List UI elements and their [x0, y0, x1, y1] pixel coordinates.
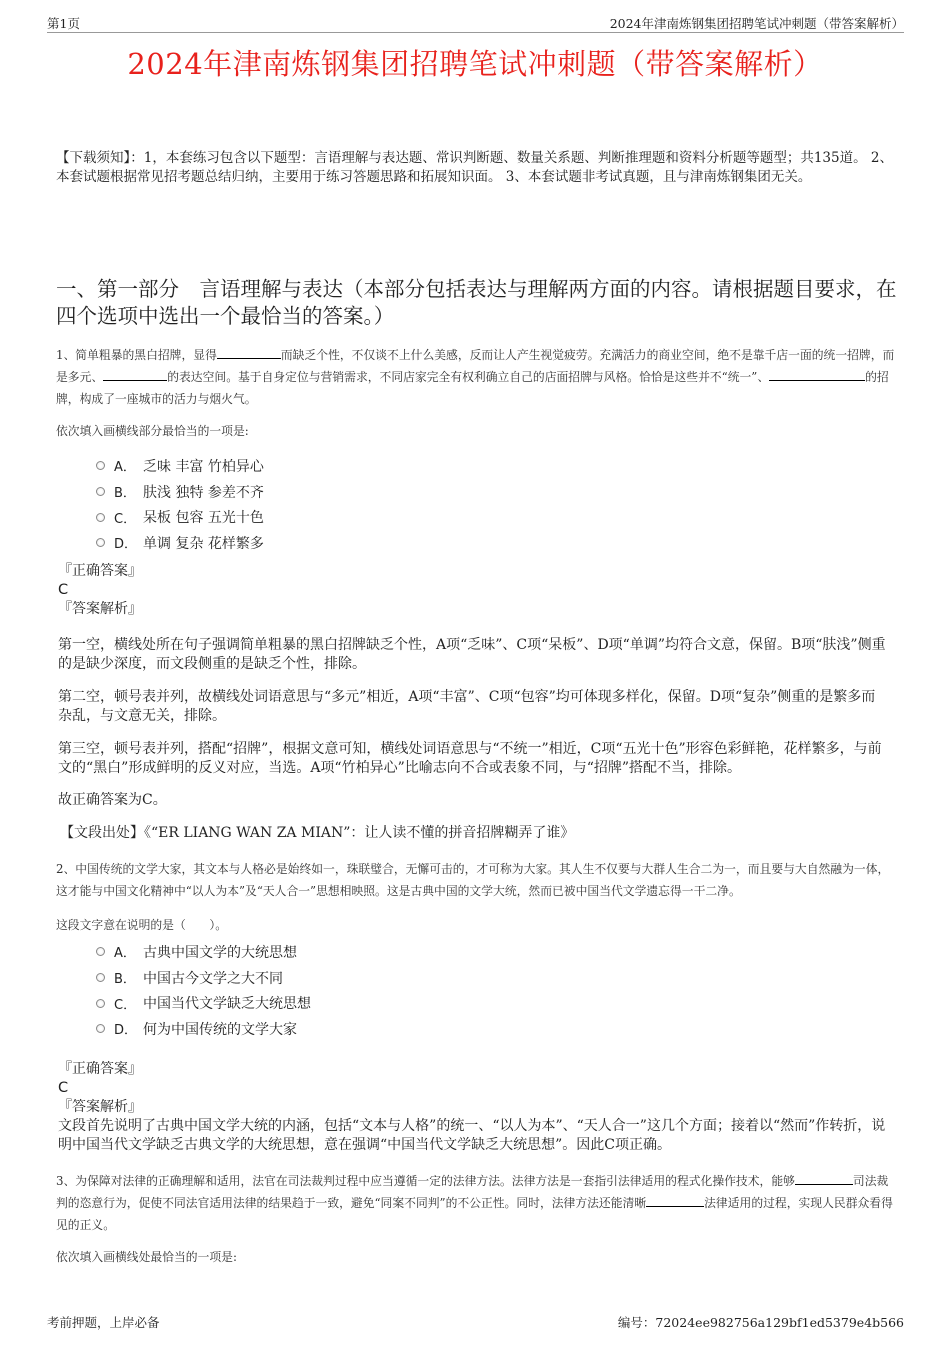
fill-blank-2 — [646, 1192, 704, 1207]
option-letter: D． — [114, 537, 138, 553]
radio-icon[interactable] — [96, 461, 105, 470]
analysis-paragraph: 第三空，顿号表并列，搭配“招牌”，根据文意可知，横线处词语意思与“不统一”相近，C项“五光十色”形容色彩鲜艳，花样繁多，与前文的“黑白”形成鲜明的反义对应，当选。A项“竹柏异心”比喻志向不合或表象不同，与“招牌”搭配不当，排除。 — [58, 741, 882, 776]
question-3-prompt: 依次填入画横线处最恰当的一项是: — [56, 1250, 237, 1264]
option-d[interactable] — [96, 530, 264, 556]
page-header — [47, 14, 904, 33]
question-2-answer-block — [58, 1060, 888, 1155]
option-a[interactable] — [96, 453, 264, 479]
document-title: 2024年津南炼钢集团招聘笔试冲刺题（带答案解析） — [127, 47, 823, 81]
radio-icon[interactable] — [96, 513, 105, 522]
fill-blank-3 — [769, 366, 865, 381]
download-notice: 【下载须知】：1，本套练习包含以下题型：言语理解与表达题、常识判断题、数量关系题、判断推理题和资料分析题等题型；共135道。 2、本套试题根据常见招考题总结归纳，主要用于练习答题思路和拓展知识面。 3、本套试题非考试真题，且与津南炼钢集团无关。 — [56, 150, 893, 185]
option-text: 中国当代文学缺乏大统思想 — [143, 996, 311, 1013]
option-letter: A． — [114, 946, 136, 962]
option-letter: C． — [114, 997, 137, 1013]
header-doc-title: 2024年津南炼钢集团招聘笔试冲刺题（带答案解析） — [609, 16, 904, 31]
section-heading: 一、第一部分 言语理解与表达（本部分包括表达与理解两方面的内容。请根据题目要求，在四个选项中选出一个最恰当的答案。） — [56, 277, 897, 328]
q1-text-3: 的表达空间。基于自身定位与营销需求，不同店家完全有权利确立自己的店面招牌与风格。恰恰是这些并不“统一”、 — [167, 370, 770, 384]
radio-icon[interactable] — [96, 487, 105, 496]
question-1-answer-block — [58, 562, 888, 619]
analysis-conclusion: 故正确答案为C。 — [58, 792, 167, 808]
analysis-label: 『答案解析』 — [58, 601, 142, 617]
question-2-prompt: 这段文字意在说明的是（ ）。 — [56, 918, 228, 932]
question-1-prompt: 依次填入画横线部分最恰当的一项是: — [56, 424, 249, 438]
analysis-paragraph: 文段首先说明了古典中国文学大统的内涵，包括“文本与人格”的统一、“以人为本”、“天人合一”这几个方面；接着以“然而”作转折，说明中国当代文学缺乏古典文学的大统思想，意在强调“中国当代文学缺乏大统思想”。因此C项正确。 — [58, 1118, 886, 1153]
option-letter: D． — [114, 1023, 138, 1039]
analysis-label: 『答案解析』 — [58, 1099, 142, 1115]
analysis-paragraph: 第二空，顿号表并列，故横线处词语意思与“多元”相近，A项“丰富”、C项“包容”均可体现多样化，保留。D项“复杂”侧重的是繁多而杂乱，与文意无关，排除。 — [58, 689, 876, 724]
question-1-stem — [56, 344, 898, 410]
radio-icon[interactable] — [96, 1024, 105, 1033]
footer-doc-id: 编号：72024ee982756a129bf1ed5379e4b566 — [617, 1315, 904, 1330]
question-2-stem: 2、中国传统的文学大家，其文本与人格必是始终如一，珠联璧合，无懈可击的，才可称为大家。其人生不仅要与大群人生合二为一，而且要与大自然融为一体，这才能与中国文化精神中“以人为本”及“天人合一”思想相映照。这是古典中国的文学大统，然而已被中国当代文学遗忘得一干二净。 — [56, 862, 890, 898]
question-3-stem — [56, 1170, 898, 1236]
source-citation: 【文段出处】《“ER LIANG WAN ZA MIAN”：让人读不懂的拼音招牌糊弄了谁》 — [60, 825, 575, 841]
option-text: 肤浅 独特 参差不齐 — [143, 484, 264, 501]
option-b[interactable] — [96, 965, 311, 991]
option-letter: B． — [114, 972, 136, 988]
footer-slogan: 考前押题，上岸必备 — [47, 1315, 160, 1330]
option-letter: A． — [114, 460, 136, 476]
radio-icon[interactable] — [96, 538, 105, 547]
option-a[interactable] — [96, 939, 311, 965]
q1-text-1: 1、简单粗暴的黑白招牌，显得 — [56, 348, 217, 362]
fill-blank-1 — [795, 1170, 853, 1185]
q3-text-1: 3、为保障对法律的正确理解和适用，法官在司法裁判过程中应当遵循一定的法律方法。法律方法是一套指引法律适用的程式化操作技术，能够 — [56, 1174, 795, 1188]
option-text: 呆板 包容 五光十色 — [143, 510, 264, 527]
option-text: 古典中国文学的大统思想 — [143, 944, 297, 961]
correct-answer: C — [58, 582, 69, 598]
option-d[interactable] — [96, 1016, 311, 1042]
radio-icon[interactable] — [96, 973, 105, 982]
radio-icon[interactable] — [96, 999, 105, 1008]
option-text: 何为中国传统的文学大家 — [143, 1021, 297, 1038]
option-text: 单调 复杂 花样繁多 — [143, 535, 264, 552]
answer-label: 『正确答案』 — [58, 563, 142, 579]
answer-label: 『正确答案』 — [58, 1061, 142, 1077]
option-b[interactable] — [96, 479, 264, 505]
q1-text-2: 而缺乏个性，不仅谈不上什么美感，反而让人产生视觉疲劳。充满活力的商业空间，绝不是靠千店一面的统一招牌，而是多元、 — [56, 348, 895, 384]
q3-text-2: 司法裁判的恣意行为，促使不同法官适用法律的结果趋于一致，避免“同案不同判”的不公正性。同时，法律方法还能清晰 — [56, 1174, 889, 1210]
option-c[interactable] — [96, 990, 311, 1016]
option-letter: B． — [114, 486, 136, 502]
question-2-options — [96, 939, 311, 1042]
fill-blank-1 — [217, 344, 281, 359]
analysis-paragraph: 第一空，横线处所在句子强调简单粗暴的黑白招牌缺乏个性，A项“乏味”、C项“呆板”、D项“单调”均符合文意，保留。B项“肤浅”侧重的是缺少深度，而文段侧重的是缺乏个性，排除。 — [58, 637, 886, 672]
q3-text-3: 法律适用的过程，实现人民群众看得见的正义。 — [56, 1196, 893, 1232]
fill-blank-2 — [103, 366, 167, 381]
option-text: 乏味 丰富 竹柏异心 — [143, 458, 264, 475]
question-1-options — [96, 453, 264, 556]
page-number: 第1页 — [47, 16, 80, 31]
option-c[interactable] — [96, 504, 264, 530]
q1-text-4: 的招牌，构成了一座城市的活力与烟火气。 — [56, 370, 889, 406]
option-letter: C． — [114, 511, 137, 527]
radio-icon[interactable] — [96, 947, 105, 956]
option-text: 中国古今文学之大不同 — [143, 970, 283, 987]
correct-answer: C — [58, 1080, 69, 1096]
